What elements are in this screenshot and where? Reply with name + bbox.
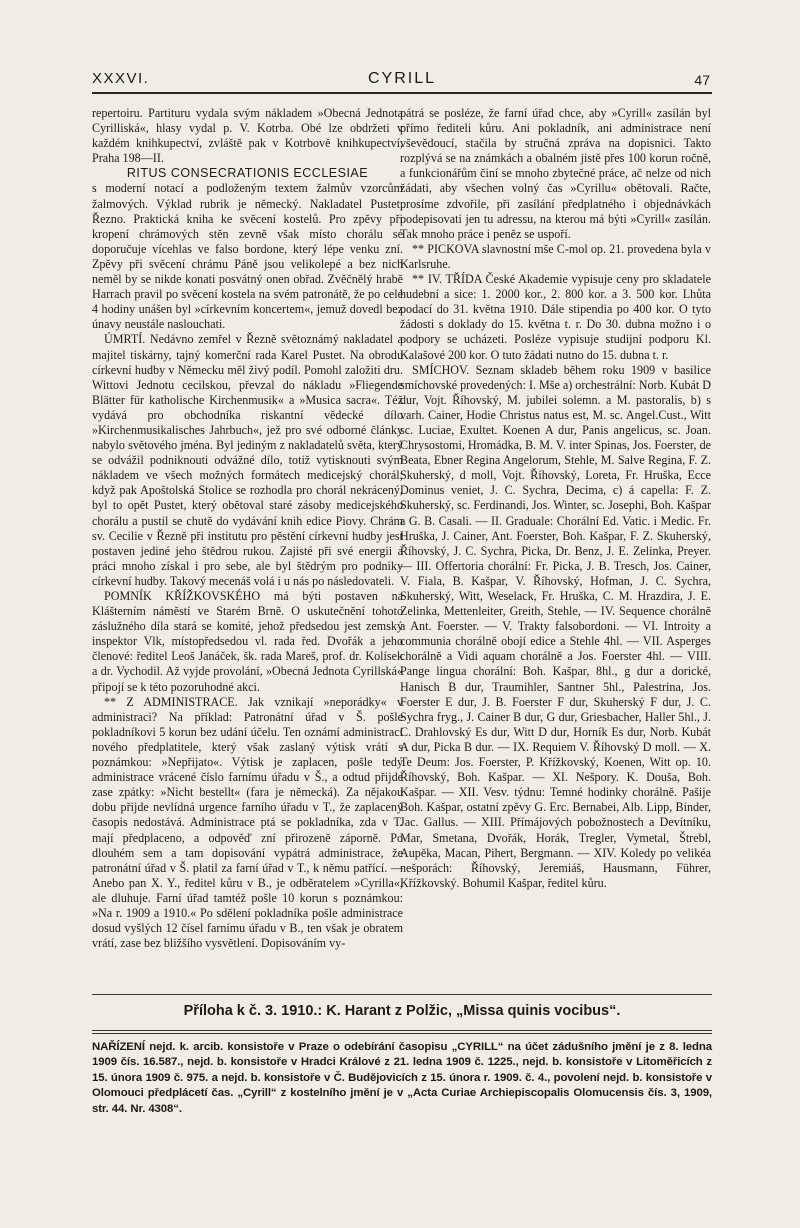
section-heading: RITUS CONSECRATIONIS ECCLESIAE — [126, 166, 369, 181]
paragraph: pátrá se posléze, že farní úřad chce, aby »Cyrill« zasílán byl přímo řediteli kůru. Ani pokladník, ani administrace není vševědoucí, stačila by stručná zpráva na dopisnici. Takto rozplývá se na známkách a obalném jistě přes 100 korun ročně, a funkcionářům činí se mnoho zbytečné práce, ač nelze od nich žádati, aby všechen volný čas »Cyrillu« obětovali. Račte, prosíme zdvořile, při zasílání předplatného i objednávkách podepisovati jen tu adressu, na kterou má býti »Cyrill« zasílán. Tak mnoho práce i peněz se uspoří. — [400, 106, 711, 241]
page-number: 47 — [694, 72, 710, 88]
left-column — [92, 106, 403, 980]
paragraph: ÚMRTÍ. Nedávno zemřel v Řezně světoznámý nakladatel a majitel tiskárny, tajný komerční rada Karel Pustet. Na obrodu církevní hudby v Německu měl živý podíl. Pomohl založiti dru. Wittovi Jednotu cecilskou, převzal do nákladu »Fliegende Blätter für katholische Kirchenmusik« a »Musica sacra«. Též vydává pro obchodníka riskantní vědecké dílo »Kirchenmusikalisches Jahrbuch«, jež pro své odborné články nabylo světového jména. Byl jediným z nakladatelů světa, který se odvážil podniknouti odvážné dílo, totiž vytisknouti svým nákladem ve všech možných formátech medicejský chorál; když pak Apoštolská Stolice se rozhodla pro chorál nekrácený, byl to opět Pustet, který obětoval staré zásoby medicejského chorálu a pustil se chutě do vydávání knih edice Piovy. Chrám sv. Cecilie v Řezně při institutu pro pěstění církevní hudby jest postaven jediné jeho štědrou rukou. Zajisté při své energii a práci mnoho získal i pro sebe, ale byl štědrým pro podniky církevní hudby. Takový mecenáš volá i u nás po následovateli. — [92, 332, 403, 588]
running-header — [92, 66, 712, 94]
divider — [92, 1033, 712, 1034]
paragraph: POMNÍK KŘÍŽKOVSKÉHO má býti postaven na Klášterním náměstí ve Starém Brně. O uskutečnění tohoto záslužného díla stará se komité, jehož předsedou jest zemský inspektor Vlk, místopředsedou vl. rada řed. Dvořák a jeho členové: ředitel Leoš Janáček, šk. rada Mareš, prof. dr. Kolísek a dr. Vychodil. Až vyjde provolání, »Obecná Jednota Cyrillská« připojí se k této pozoruhodné akci. — [92, 589, 403, 694]
paragraph: repertoiru. Partituru vydala svým nákladem »Obecná Jednota Cyrilliská«, hlasy vydal p. V. Kotrba. Obé lze obdržeti v každém knihkupectví, zvláště pak v Kotrbově knihkupectví, Praha 198—II. — [92, 106, 403, 166]
divider — [92, 994, 712, 995]
volume-number: XXXVI. — [92, 70, 150, 87]
notice-paragraph: NAŘÍZENÍ nejd. k. arcib. konsistoře v Praze o odebírání časopisu „CYRILL“ na účet zádušního jmění je z 8. ledna 1909 čís. 16.587., nejd. b. konsistoře v Hradci Králové z 21. ledna 1909 č. 1225., nejd. b. konsistoře v Litoměřicích z 15. února 1909 č. 975. a nejd. b. konsistoře v Č. Budějovicích z 15. února r. 1909. č. 4., povolení nejd. b. konsistoře v Olomouci předplácetí čas. „Cyrill“ z kostelního jmění je v „Acta Curiae Archiepiscopalis Olomucensis čís. 3, 1909, str. 44. Nr. 4308“. — [92, 1041, 712, 1115]
supplement-line: Příloha k č. 3. 1910.: K. Harant z Polžic, „Missa quinis vocibus“. — [183, 1003, 621, 1019]
paragraph: SMÍCHOV. Seznam skladeb během roku 1909 v basilice smíchovské provedených: I. Mše a) orchestrální: Norb. Kubát D dur, Vojt. Říhovský, M. jubilei solemn. a M. pastoralis, b) s varh. Cainer, Hodie Christus natus est, M. sc. Angel.Cust., Witt sc. Luciae, Exultet. Koenen A dur, Panis angelicus, sc. Joan. Chrysostomi, Hromádka, B. M. V. inter Spinas, Jos. Foerster, de Beata, Ebner Regina Angelorum, Stehle, M. Salve Regina, F. Z. Skuherský, d moll, Vojt. Říhovský, Loreta, Fr. Hruška, Ecce Dominus veniet, J. C. Sychra, Decima, c) á capella: F. Z. Skuherský, sc. Ferdinandi, Jos. Winter, sc. Josephi, Boh. Kašpar a G. B. Casali. — II. Graduale: Chorální Ed. Vatic. i Medic. Fr. Hruška, J. Cainer, Ant. Foerster, Boh. Kašpar, F. Z. Skuherský, Říhovský, J. C. Sychra, Picka, Dr. Benz, J. E. Zelinka, Preyer. — III. Offertoria chorální: Fr. Picka, J. B. Tresch, Jos. Cainer, V. Fiala, B. Kašpar, V. Říhovský, Hofman, J. C. Sychra, Skuherský, Witt, Weselack, Fr. Hruška, C. M. Hrazdira, J. E. Zelinka, Mettenleiter, Greith, Stehle, — IV. Sequence chorálně a Ant. Foerster. — V. Trakty falsobordoni. — VI. Introity a communia chorálně obojí edice a Stehle 4hl. — VII. Asperges chorálně a Vidi aquam chorálně a Jos. Foerster 4hl. — VIII. Pange lingua chorální: Boh. Kašpar, 8hl., g dur a dorické, Hanisch B dur, Traumihler, Santner 5hl., Palestrina, Jos. Foerster E dur, J. B. Foerster F dur, Skuherský F dur, J. C. Sychra fryg., J. Cainer B dur, G dur, Griesbacher, Haller 5hl., J. C. Drahlovský Es dur, Witt D dur, Horník Es dur, Norb. Kubát A dur, Picka B dur. — IX. Requiem V. Říhovský D moll. — X. Te Deum: Jos. Foerster, P. Křížkovský, Koenen, Witt op. 10. Říhovský, Boh. Kašpar. — XI. Nešpory. K. Douša, Boh. Kašpar. — XII. Vesv. týdnu: Temné hodinky chorálně. Pašije Boh. Kašpar, ostatní zpěvy G. Erc. Bernabei, Alb. Lipp, Binder, Jac. Gallus. — XIII. Přímájových pobožnostech a Devítníku, Mar, Smetana, Dvořák, Horák, Tregler, Vymetal, Štrebl, Aupěka, Macan, Pihert, Bergmann. — XIV. Koledy po velikéa nešporách: Říhovský, Jeremiáš, Hausmann, Führer, Křížkovský. Bohumil Kašpar, ředitel kůru. — [400, 362, 711, 890]
paragraph: ** IV. TŘÍDA České Akademie vypisuje ceny pro skladatele hudební a sice: 1. 2000 kor., 2. 800 kor. a 3. 500 kor. Lhůta podací do 31. května 1910. Dále stipendia po 400 kor. O tyto žádosti s doklady do 15. května t. r. Do 30. dubna možno i o podpory se ucházeti. Posléze vypisuje studijní podporu Kl. Kalašové 200 kor. O tuto žádati nutno do 15. dubna t. r. — [400, 272, 711, 362]
divider — [92, 1030, 712, 1031]
paragraph: s moderní notací a podloženým textem žalmův vzorcům žalmových. Výklad rubrik je německý. Nakladatel Pustet, Řezno. Praktická kniha ke svěcení kostelů. Pro zpěvy při kropení chrámových stěn zevně však místo chorálu se doporučuje vícehlas ve falso bordone, který lépe venku zní. Zpěvy při svěcení chrámu Páně jsou velikolepé a bez nich neměl by se nikde konati posvátný onen obřad. Zvěčnělý hrabě Harrach pravil po svěcení kostela na svém patronátě, že po celé 4 hodiny unášen byl »církevním koncertem«, jemuž dovedl bez únavy neustále naslouchati. — [92, 181, 403, 332]
right-column — [400, 106, 711, 980]
paragraph: ** PICKOVA slavnostní mše C-mol op. 21. provedena byla v Karlsruhe. — [400, 241, 711, 271]
paragraph: ** Z ADMINISTRACE. Jak vznikají »neporádky« v administraci? Na příklad: Patronátní úřad v Š. pošle pokladníkovi 5 korun bez udání účelu. Ten oznámí administraci nového předplatitele, který však zaslaný výtisk vrátí s poznámkou: »Nepřijato«. Výtisk je zaplacen, pošle tedy administrace vrácené číslo farnímu úřadu v Š., a odtud přijde zase zpátky: »Nicht bestellt« (fara je německá). Za nějakou dobu přijde nevlídná urgence farního úřadu v T., že zaplacený časopis nedostává. Administrace ptá se pokladníka, zda v T. mají předplaceno, a odpověď zní přirozeně záporně. Po dlouhém sem a tam dopisování vypátrá administrace, že patronátní úřad v Š. platil za farní úřad v T., k němu patřící. — Anebo pan X. Y., ředitel kůru v B., je odběratelem »Cyrilla«, ale dluhuje. Farní úřad tamtéž pošle 10 korun s poznámkou: »Na r. 1909 a 1910.« Po sdělení pokladníka pošle administrace dosud vyšlých 12 čísel farnímu úřadu v B., ten však je obratem vrátí, zase bez bližšího vysvětlení. Dopisováním vy- — [92, 694, 403, 951]
journal-title: CYRILL — [367, 70, 437, 87]
